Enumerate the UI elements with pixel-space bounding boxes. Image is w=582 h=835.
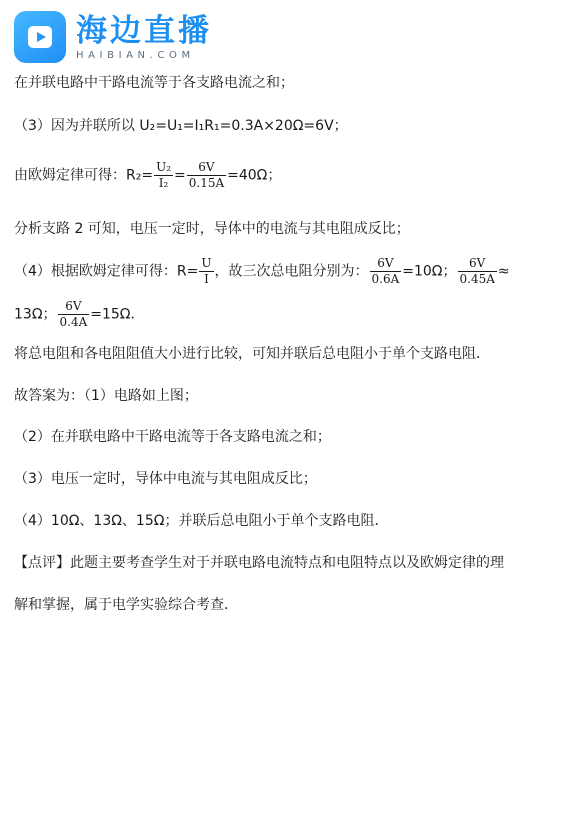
approx-sign: ≈ (497, 263, 510, 280)
frac-num: 6V (65, 299, 82, 313)
line6-result: =15Ω． (90, 306, 145, 323)
equals-sign: = (174, 167, 186, 184)
frac-num: U (201, 256, 212, 270)
text-line-3 (14, 160, 281, 191)
text-line-8: 故答案为：（1）电路如上图； (14, 388, 198, 404)
fraction-6v-over-015a (187, 160, 226, 191)
text-line-10: （3）电压一定时，导体中电流与其电阻成反比； (14, 471, 317, 487)
fraction-u2-over-i2 (154, 160, 173, 191)
frac-num: U₂ (156, 160, 172, 174)
text-line-6 (14, 299, 145, 330)
frac-den: I (199, 271, 213, 287)
fraction-6v-over-045a (458, 256, 497, 287)
line3-result: =40Ω； (227, 167, 282, 184)
text-line-4: 分析支路 2 可知，电压一定时，导体中的电流与其电阻成反比； (14, 221, 410, 237)
fraction-6v-over-06a (370, 256, 402, 287)
comment-line-2: 解和掌握，属于电学实验综合考查． (14, 597, 238, 613)
frac-num: 6V (469, 256, 486, 270)
comment-line-1: 【点评】此题主要考查学生对于并联电路电流特点和电阻特点以及欧姆定律的理 (14, 555, 504, 571)
brand-name-cn: 海边直播 (76, 12, 212, 49)
text-line-5 (14, 256, 510, 287)
text-line-11: （4）10Ω、13Ω、15Ω；并联后总电阻小于单个支路电阻． (14, 513, 389, 529)
line6-lead: 13Ω； (14, 306, 57, 323)
text-line-7: 将总电阻和各电阻阻值大小进行比较，可知并联后总电阻小于单个支路电阻． (14, 346, 490, 362)
line3-lead: 由欧姆定律可得：R₂= (14, 167, 154, 184)
frac-den: 0.4A (59, 315, 88, 329)
frac-num: 6V (377, 256, 394, 270)
line5-mid: ，故三次总电阻分别为： (214, 263, 369, 280)
frac-den: 0.6A (371, 272, 400, 286)
frac-den: I₂ (154, 175, 173, 191)
text-line-2: （3）因为并联所以 U₂=U₁=I₁R₁=0.3A×20Ω=6V； (14, 118, 348, 134)
fraction-6v-over-04a (58, 299, 90, 330)
frac-den: 0.15A (188, 176, 225, 190)
frac-num: 6V (198, 160, 215, 174)
frac-den: 0.45A (459, 272, 495, 286)
play-icon (14, 11, 66, 63)
line5-lead: （4）根据欧姆定律可得：R= (14, 263, 199, 280)
site-logo[interactable] (14, 10, 212, 64)
line5-result-1: =10Ω； (402, 263, 457, 280)
brand-domain: HAIBIAN.COM (76, 49, 195, 61)
text-line-1: 在并联电路中干路电流等于各支路电流之和； (14, 75, 294, 91)
fraction-u-over-i (199, 256, 213, 287)
text-line-9: （2）在并联电路中干路电流等于各支路电流之和； (14, 429, 331, 445)
